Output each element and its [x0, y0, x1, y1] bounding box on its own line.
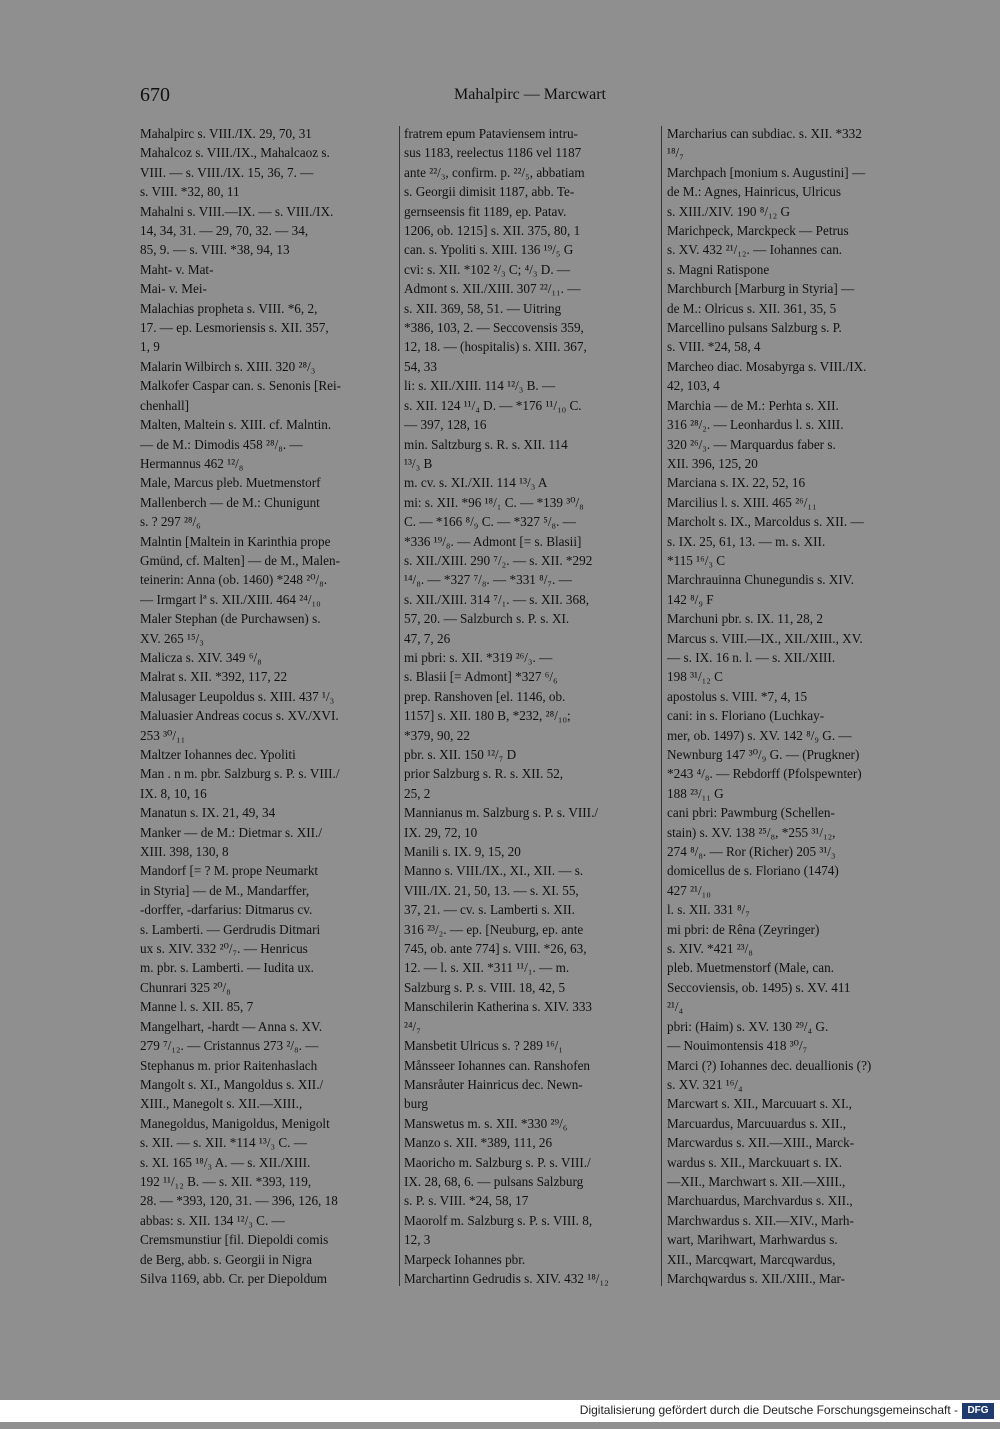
index-line: s. XIII./XIV. 190 ⁸/₁₂ G: [667, 203, 791, 219]
index-line: prep. Ranshoven [el. 1146, ob.: [404, 688, 566, 704]
index-line: chenhall]: [140, 397, 190, 413]
index-line: Marchwardus s. XII.—XIV., Marh-: [667, 1212, 854, 1228]
index-line: m. pbr. s. Lamberti. — Iudita ux.: [140, 960, 314, 976]
index-line: — 397, 128, 16: [404, 417, 487, 433]
index-line: XIII., Manegolt s. XII.—XIII.,: [140, 1096, 303, 1112]
index-line: Malarin Wilbirch s. XIII. 320 ²⁸/₃: [140, 358, 316, 374]
index-line: Mallenberch — de M.: Chunigunt: [140, 494, 320, 510]
index-line: Marchuardus, Marchvardus s. XII.,: [667, 1193, 853, 1209]
index-line: ¹³/₃ B: [404, 455, 433, 471]
index-line: min. Saltzburg s. R. s. XII. 114: [404, 436, 568, 452]
index-line: Marchpach [monium s. Augustini] —: [667, 164, 866, 180]
index-line: Mandorf [= ? M. prope Neumarkt: [140, 863, 319, 879]
index-line: 427 ²¹/₁₀: [667, 882, 711, 898]
index-line: s. XII. 369, 58, 51. — Uitring: [404, 300, 562, 316]
index-line: IX. 28, 68, 6. — pulsans Salzburg: [404, 1173, 584, 1189]
index-line: Stephanus m. prior Raitenhaslach: [140, 1057, 318, 1073]
column-divider: [661, 126, 662, 1286]
index-line: — Irmgart lª s. XII./XIII. 464 ²⁴/₁₀: [140, 591, 321, 607]
index-line: Marcellino pulsans Salzburg s. P.: [667, 320, 842, 336]
index-line: teinerin: Anna (ob. 1460) *248 ²⁰/₈.: [140, 572, 328, 588]
index-line: Marcheo diac. Mosabyrga s. VIII./IX.: [667, 358, 867, 374]
index-line: l. s. XII. 331 ⁸/₇: [667, 902, 750, 918]
index-line: mi pbri: de Rêna (Zeyringer): [667, 921, 820, 937]
index-line: Månsseer Iohannes can. Ranshofen: [404, 1057, 591, 1073]
index-line: Hermannus 462 ¹²/₈: [140, 455, 244, 471]
index-line: *386, 103, 2. — Seccovensis 359,: [404, 320, 584, 336]
index-line: mer, ob. 1497) s. XV. 142 ⁸/₉ G. —: [667, 727, 852, 743]
index-line: wart, Marihwart, Marhwardus s.: [667, 1232, 838, 1248]
index-line: 12. — l. s. XII. *311 ¹¹/₁. — m.: [404, 960, 570, 976]
index-line: Marcuardus, Marcuuardus s. XII.,: [667, 1115, 847, 1131]
index-line: Gmünd, cf. Malten] — de M., Malen-: [140, 552, 340, 568]
column-divider: [399, 126, 400, 1286]
index-line: *336 ¹⁹/₈. — Admont [= s. Blasii]: [404, 533, 582, 549]
index-line: ²⁴/₇: [404, 1018, 421, 1034]
index-line: Marchrauinna Chunegundis s. XIV.: [667, 572, 854, 588]
index-line: s. XII. 124 ¹¹/₄ D. — *176 ¹¹/₁₀ C.: [404, 397, 582, 413]
index-line: 1206, ob. 1215] s. XII. 375, 80, 1: [404, 223, 581, 239]
index-line: in Styria] — de M., Mandarffer,: [140, 882, 310, 898]
index-line: Marcwart s. XII., Marcuuart s. XI.,: [667, 1096, 852, 1112]
index-line: Manili s. IX. 9, 15, 20: [404, 844, 521, 860]
index-line: Marci (?) Iohannes dec. deuallionis (?): [667, 1057, 872, 1073]
index-line: Malrat s. XII. *392, 117, 22: [140, 669, 288, 685]
index-line: 198 ³¹/₁₂ C: [667, 669, 723, 685]
index-line: de Berg, abb. s. Georgii in Nigra: [140, 1251, 313, 1267]
index-line: 12, 3: [404, 1232, 431, 1248]
index-line: s. XII./XIII. 290 ⁷/₂. — s. XII. *292: [404, 552, 593, 568]
index-line: Maluasier Andreas cocus s. XV./XVI.: [140, 708, 339, 724]
index-line: 320 ²⁶/₃. — Marquardus faber s.: [667, 436, 836, 452]
index-line: Marcharius can subdiac. s. XII. *332: [667, 126, 862, 141]
index-line: s. Blasii [= Admont] *327 ⁶/₆: [404, 669, 558, 685]
index-line: ux s. XIV. 332 ²⁰/₇. — Henricus: [140, 941, 308, 957]
index-line: Mahalcoz s. VIII./IX., Mahalcaoz s.: [140, 145, 330, 161]
index-line: Marcus s. VIII.—IX., XII./XIII., XV.: [667, 630, 863, 646]
index-line: ²¹/₄: [667, 999, 684, 1015]
index-line: C. — *166 ⁸/₉ C. — *327 ⁵/₈. —: [404, 514, 576, 530]
index-line: VIII./IX. 21, 50, 13. — s. XI. 55,: [404, 882, 579, 898]
index-line: Malntin [Maltein in Karinthia prope: [140, 533, 331, 549]
index-line: Manne l. s. XII. 85, 7: [140, 999, 254, 1015]
index-line: Salzburg s. P. s. VIII. 18, 42, 5: [404, 979, 566, 995]
index-line: s. IX. 25, 61, 13. — m. s. XII.: [667, 533, 826, 549]
index-line: 316 ²³/₂. — ep. [Neuburg, ep. ante: [404, 921, 584, 937]
index-line: Marcholt s. IX., Marcoldus s. XII. —: [667, 514, 864, 530]
index-column-2: [404, 124, 656, 1288]
index-line: ¹⁴/₈. — *327 ⁷/₈. — *331 ⁸/₇. —: [404, 572, 572, 588]
index-line: s. VIII. *24, 58, 4: [667, 339, 761, 355]
index-line: 142 ⁸/₉ F: [667, 591, 714, 607]
index-line: Malachias propheta s. VIII. *6, 2,: [140, 300, 318, 316]
index-line: 192 ¹¹/₁₂ B. — s. XII. *393, 119,: [140, 1173, 312, 1189]
index-line: 28. — *393, 120, 31. — 396, 126, 18: [140, 1193, 338, 1209]
index-line: Manno s. VIII./IX., XI., XII. — s.: [404, 863, 584, 879]
index-line: Marciana s. IX. 22, 52, 16: [667, 475, 806, 491]
index-line: Marchuni pbr. s. IX. 11, 28, 2: [667, 611, 823, 627]
index-line: 1157] s. XII. 180 B, *232, ²⁸/₁₀;: [404, 708, 571, 724]
index-line: Manschilerin Katherina s. XIV. 333: [404, 999, 593, 1015]
index-line: s. XII./XIII. 314 ⁷/₁. — s. XII. 368,: [404, 591, 590, 607]
index-line: *243 ⁴/₈. — Rebdorff (Pfolspewnter): [667, 766, 862, 782]
index-line: cani: in s. Floriano (Luchkay-: [667, 708, 825, 724]
index-line: 188 ²³/₁₁ G: [667, 785, 724, 801]
index-line: apostolus s. VIII. *7, 4, 15: [667, 688, 808, 704]
index-line: VIII. — s. VIII./IX. 15, 36, 7. —: [140, 164, 314, 180]
index-line: Admont s. XII./XIII. 307 ²²/₁₁. —: [404, 281, 581, 297]
index-line: pbr. s. XII. 150 ¹²/₇ D: [404, 747, 517, 762]
index-line: s. Georgii dimisit 1187, abb. Te-: [404, 184, 575, 200]
index-line: Manzo s. XII. *389, 111, 26: [404, 1135, 553, 1151]
index-line: cani pbri: Pawmburg (Schellen-: [667, 805, 835, 821]
index-line: 57, 20. — Salzburch s. P. s. XI.: [404, 611, 570, 627]
index-line: Maht- v. Mat-: [140, 261, 214, 277]
index-line: gernseensis fit 1189, ep. Patav.: [404, 203, 567, 219]
index-line: Marchartinn Gedrudis s. XIV. 432 ¹⁸/₁₂: [404, 1270, 609, 1286]
index-line: s. XV. 321 ¹⁶/₄: [667, 1076, 743, 1092]
index-line: — de M.: Dimodis 458 ²⁸/₈. —: [140, 436, 303, 452]
index-line: Seccoviensis, ob. 1495) s. XV. 411: [667, 979, 851, 995]
index-line: Mahalni s. VIII.—IX. — s. VIII./IX.: [140, 203, 334, 219]
index-line: Marchqwardus s. XII./XIII., Mar-: [667, 1270, 846, 1286]
index-line: s. ? 297 ²⁸/₆: [140, 514, 201, 530]
index-line: Mai- v. Mei-: [140, 281, 207, 297]
index-line: Marcwardus s. XII.—XIII., Marck-: [667, 1135, 855, 1151]
index-line: Maorolf m. Salzburg s. P. s. VIII. 8,: [404, 1212, 593, 1228]
index-line: stain) s. XV. 138 ²⁵/₈, *255 ³¹/₁₂,: [667, 824, 836, 840]
index-line: Maoricho m. Salzburg s. P. s. VIII./: [404, 1154, 591, 1170]
footer-bar: [0, 1400, 1000, 1422]
index-line: Man . n m. pbr. Salzburg s. P. s. VIII./: [140, 766, 340, 782]
index-line: Mangolt s. XI., Mangoldus s. XII./: [140, 1076, 324, 1092]
index-line: s. XIV. *421 ²³/₈: [667, 941, 753, 957]
index-line: 25, 2: [404, 785, 431, 801]
index-line: Malten, Maltein s. XIII. cf. Malntin.: [140, 417, 332, 433]
index-line: Marcilius l. s. XIII. 465 ²⁶/₁₁: [667, 494, 817, 510]
index-line: Malkofer Caspar can. s. Senonis [Rei-: [140, 378, 342, 394]
index-line: pbri: (Haim) s. XV. 130 ²⁹/₄ G.: [667, 1018, 829, 1034]
index-line: Malusager Leupoldus s. XIII. 437 ¹/₃: [140, 688, 335, 704]
index-line: — s. IX. 16 n. l. — s. XII./XIII.: [667, 649, 836, 665]
index-line: Maltzer Iohannes dec. Ypoliti: [140, 747, 296, 762]
index-line: Marchburch [Marburg in Styria] —: [667, 281, 855, 297]
index-line: 17. — ep. Lesmoriensis s. XII. 357,: [140, 320, 329, 336]
index-line: can. s. Ypoliti s. XIII. 136 ¹⁹/₅ G: [404, 242, 574, 258]
index-line: s. VIII. *32, 80, 11: [140, 184, 240, 200]
page-number: 670: [140, 84, 170, 106]
index-line: sus 1183, reelectus 1186 vel 1187: [404, 145, 582, 161]
index-line: 1, 9: [140, 339, 160, 355]
index-line: 14, 34, 31. — 29, 70, 32. — 34,: [140, 223, 309, 239]
index-line: 279 ⁷/₁₂. — Cristannus 273 ²/₈. —: [140, 1038, 319, 1054]
index-line: mi pbri: s. XII. *319 ²⁶/₃. —: [404, 649, 553, 665]
index-line: *115 ¹⁶/₃ C: [667, 552, 726, 568]
index-line: Male, Marcus pleb. Muetmenstorf: [140, 475, 321, 491]
index-line: 37, 21. — cv. s. Lamberti s. XII.: [404, 902, 575, 918]
index-line: burg: [404, 1096, 428, 1112]
index-line: s. Lamberti. — Gerdrudis Ditmari: [140, 921, 321, 937]
index-line: Chunrari 325 ²⁰/₈: [140, 979, 231, 995]
index-line: m. cv. s. XI./XII. 114 ¹³/₃ A: [404, 475, 548, 491]
index-line: Marichpeck, Marckpeck — Petrus: [667, 223, 849, 239]
index-line: Mannianus m. Salzburg s. P. s. VIII./: [404, 805, 599, 821]
index-line: Mansbetit Ulricus s. ? 289 ¹⁶/₁: [404, 1038, 563, 1054]
index-line: s. XI. 165 ¹⁸/₃ A. — s. XII./XIII.: [140, 1154, 311, 1170]
index-line: s. Magni Ratispone: [667, 261, 770, 277]
index-line: XII. 396, 125, 20: [667, 455, 758, 471]
index-line: XV. 265 ¹⁵/₃: [140, 630, 204, 646]
footer-credit: Digitalisierung gefördert durch die Deutsche Forschungsgemeinschaft -: [579, 1403, 958, 1417]
index-line: prior Salzburg s. R. s. XII. 52,: [404, 766, 564, 782]
index-column-3: [667, 124, 920, 1288]
index-line: Manegoldus, Manigoldus, Menigolt: [140, 1115, 330, 1131]
index-line: mi: s. XII. *96 ¹⁸/₁ C. — *139 ³⁰/₈: [404, 494, 584, 510]
index-line: 274 ⁸/₈. — Ror (Richer) 205 ³¹/₃: [667, 844, 836, 860]
dfg-logo-icon: DFG: [962, 1403, 994, 1419]
index-line: li: s. XII./XIII. 114 ¹²/₃ B. —: [404, 378, 556, 394]
index-line: ante ²²/₃, confirm. p. ²²/₅, abbatiam: [404, 164, 585, 180]
index-line: Manatun s. IX. 21, 49, 34: [140, 805, 276, 821]
index-line: s. XII. — s. XII. *114 ¹³/₃ C. —: [140, 1135, 307, 1151]
index-line: domicellus de s. Floriano (1474): [667, 863, 839, 879]
index-line: XIII. 398, 130, 8: [140, 844, 229, 860]
index-line: Manker — de M.: Dietmar s. XII./: [140, 824, 323, 840]
index-line: Newnburg 147 ³⁰/₉ G. — (Prugkner): [667, 747, 860, 762]
index-line: Manswetus m. s. XII. *330 ²⁹/₆: [404, 1115, 568, 1131]
index-line: 85, 9. — s. VIII. *38, 94, 13: [140, 242, 290, 258]
index-line: IX. 29, 72, 10: [404, 824, 478, 840]
index-line: Mangelhart, -hardt — Anna s. XV.: [140, 1018, 323, 1034]
index-line: Malicza s. XIV. 349 ⁶/₈: [140, 649, 262, 665]
index-line: fratrem epum Pataviensem intru-: [404, 126, 578, 141]
index-line: s. P. s. VIII. *24, 58, 17: [404, 1193, 529, 1209]
index-line: Mahalpirc s. VIII./IX. 29, 70, 31: [140, 126, 312, 141]
index-line: s. XV. 432 ²¹/₁₂. — Iohannes can.: [667, 242, 843, 258]
index-line: Marchia — de M.: Perhta s. XII.: [667, 397, 839, 413]
index-line: 12, 18. — (hospitalis) s. XIII. 367,: [404, 339, 587, 355]
index-line: Cremsmunstiur [fil. Diepoldi comis: [140, 1232, 329, 1248]
index-line: 745, ob. ante 774] s. VIII. *26, 63,: [404, 941, 587, 957]
index-line: de M.: Olricus s. XII. 361, 35, 5: [667, 300, 837, 316]
index-line: Mansråuter Hainricus dec. Newn-: [404, 1076, 583, 1092]
index-line: 316 ²⁸/₂. — Leonhardus l. s. XIII.: [667, 417, 844, 433]
index-line: Marpeck Iohannes pbr.: [404, 1251, 526, 1267]
index-line: 54, 33: [404, 358, 437, 374]
page-header: [140, 84, 920, 112]
index-column-1: [140, 124, 395, 1288]
index-line: abbas: s. XII. 134 ¹²/₃ C. —: [140, 1212, 285, 1228]
index-line: *379, 90, 22: [404, 727, 470, 743]
index-line: -dorffer, -darfarius: Ditmarus cv.: [140, 902, 313, 918]
index-line: XII., Marcqwart, Marcqwardus,: [667, 1251, 836, 1267]
index-line: 47, 7, 26: [404, 630, 451, 646]
index-line: —XII., Marchwart s. XII.—XIII.,: [667, 1173, 846, 1189]
index-line: cvi: s. XII. *102 ²/₃ C; ⁴/₃ D. —: [404, 261, 571, 277]
running-head: Mahalpirc — Marcwart: [454, 86, 606, 103]
index-line: 42, 103, 4: [667, 378, 720, 394]
index-line: pleb. Muetmenstorf (Male, can.: [667, 960, 834, 976]
index-line: wardus s. XII., Marckuuart s. IX.: [667, 1154, 843, 1170]
index-line: Silva 1169, abb. Cr. per Diepoldum: [140, 1270, 328, 1286]
index-line: ¹⁸/₇: [667, 145, 684, 161]
index-line: Maler Stephan (de Purchawsen) s.: [140, 611, 321, 627]
index-line: 253 ³⁰/₁₁: [140, 727, 186, 743]
index-line: de M.: Agnes, Hainricus, Ulricus: [667, 184, 841, 200]
index-line: — Nouimontensis 418 ³⁰/₇: [667, 1038, 808, 1054]
index-line: IX. 8, 10, 16: [140, 785, 207, 801]
